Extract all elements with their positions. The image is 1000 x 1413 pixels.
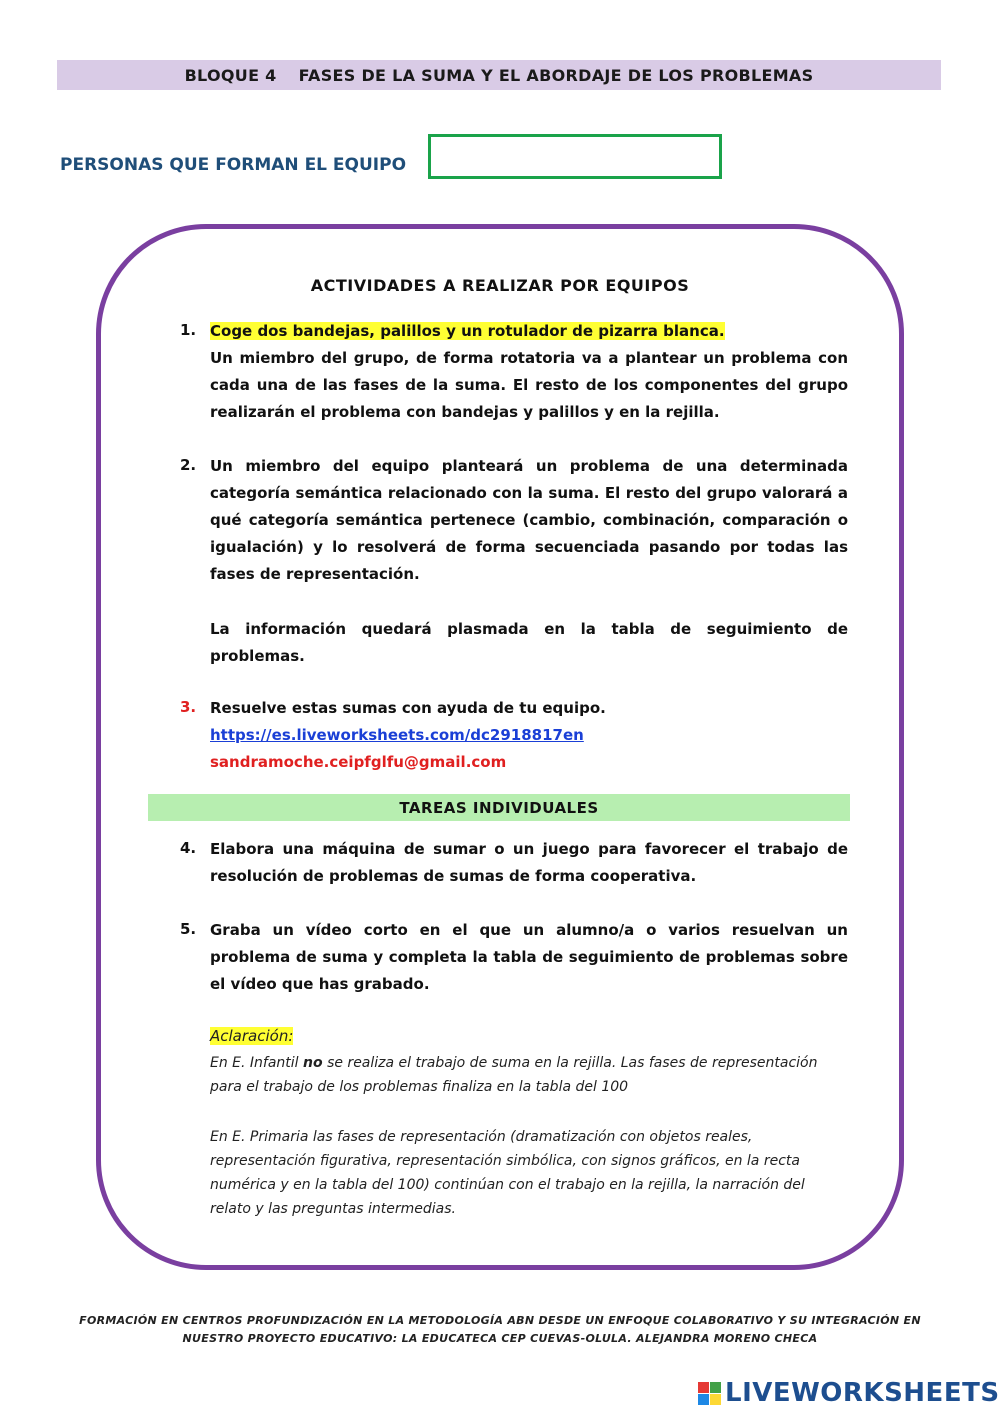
brand-name: LIVEWORKSHEETS bbox=[725, 1378, 1000, 1408]
clarification-p1-bold: no bbox=[303, 1055, 323, 1071]
logo-square-l bbox=[698, 1382, 709, 1393]
logo-mark-icon bbox=[698, 1382, 721, 1405]
header-title: FASES DE LA SUMA Y EL ABORDAJE DE LOS PROBLEMAS bbox=[298, 65, 814, 85]
clarification-title-wrap bbox=[210, 1026, 293, 1045]
clarification-p1-start: En E. Infantil bbox=[210, 1055, 304, 1071]
footer-line-2: NUESTRO PROYECTO EDUCATIVO: LA EDUCATECA CEP CUEVAS-OLULA. ALEJANDRA MORENO CHECA bbox=[182, 1332, 818, 1345]
item-3 bbox=[210, 695, 848, 776]
clarification-primaria: En E. Primaria las fases de representación (dramatización con objetos reales, representación figurativa, representación simbólica, con signos gráficos, en la recta numérica y en la tabla del 100) continúan con el trabajo en la rejilla, la narración del relato y las preguntas intermedias. bbox=[210, 1129, 805, 1217]
item-1-number: 1. bbox=[180, 321, 197, 339]
contact-email: sandramoche.ceipfglfu@gmail.com bbox=[210, 753, 507, 771]
clarification-infantil bbox=[210, 1051, 848, 1099]
team-input[interactable] bbox=[428, 134, 722, 179]
individual-tasks-title: TAREAS INDIVIDUALES bbox=[148, 794, 850, 821]
clarification-title: Aclaración: bbox=[210, 1027, 294, 1045]
worksheet-link[interactable]: https://es.liveworksheets.com/dc2918817en bbox=[210, 726, 584, 744]
clarification-p1-end: se realiza el trabajo de suma en la rejilla. Las fases de representación para el trabajo de los problemas finaliza en la tabla del 100 bbox=[210, 1055, 818, 1095]
logo-square-i bbox=[710, 1382, 721, 1393]
item-1-highlight: Coge dos bandejas, palillos y un rotulador de pizarra blanca. bbox=[210, 322, 725, 340]
footer-line-1: FORMACIÓN EN CENTROS PROFUNDIZACIÓN EN LA METODOLOGÍA ABN DESDE UN ENFOQUE COLABORATIVO Y SU INTEGRACIÓN EN bbox=[79, 1314, 921, 1327]
item-3-number: 3. bbox=[180, 698, 197, 716]
block-label: BLOQUE 4 bbox=[184, 65, 277, 85]
logo-square-v bbox=[698, 1394, 709, 1405]
logo-square-e bbox=[710, 1394, 721, 1405]
item-2-text: Un miembro del equipo planteará un problema de una determinada categoría semántica relacionado con la suma. El resto del grupo valorará a qué categoría semántica pertenece (cambio, combinación, comparación o igualación) y lo resolverá de forma secuenciada pasando por todas las fases de representación. bbox=[210, 457, 848, 583]
item-4-text: Elabora una máquina de sumar o un juego para favorecer el trabajo de resolución de problemas de sumas de forma cooperativa. bbox=[210, 840, 848, 885]
item-2-number: 2. bbox=[180, 456, 197, 474]
team-label: PERSONAS QUE FORMAN EL EQUIPO bbox=[60, 155, 407, 175]
item-1-text: Un miembro del grupo, de forma rotatoria va a plantear un problema con cada una de las fases de la suma. El resto de los componentes del grupo realizarán el problema con bandejas y palillos y en la rejilla. bbox=[210, 349, 848, 421]
item-5-text: Graba un vídeo corto en el que un alumno/a o varios resuelvan un problema de suma y completa la tabla de seguimiento de problemas sobre el vídeo que has grabado. bbox=[210, 921, 848, 993]
item-3-text: Resuelve estas sumas con ayuda de tu equipo. bbox=[210, 699, 606, 717]
liveworksheets-logo bbox=[698, 1378, 1000, 1408]
item-4-number: 4. bbox=[180, 839, 197, 857]
header-bar bbox=[57, 60, 941, 90]
item-2-note: La información quedará plasmada en la tabla de seguimiento de problemas. bbox=[210, 620, 848, 665]
item-5-number: 5. bbox=[180, 920, 197, 938]
activities-title: ACTIVIDADES A REALIZAR POR EQUIPOS bbox=[310, 276, 690, 295]
item-1 bbox=[210, 318, 848, 426]
footer-credits bbox=[60, 1312, 940, 1348]
